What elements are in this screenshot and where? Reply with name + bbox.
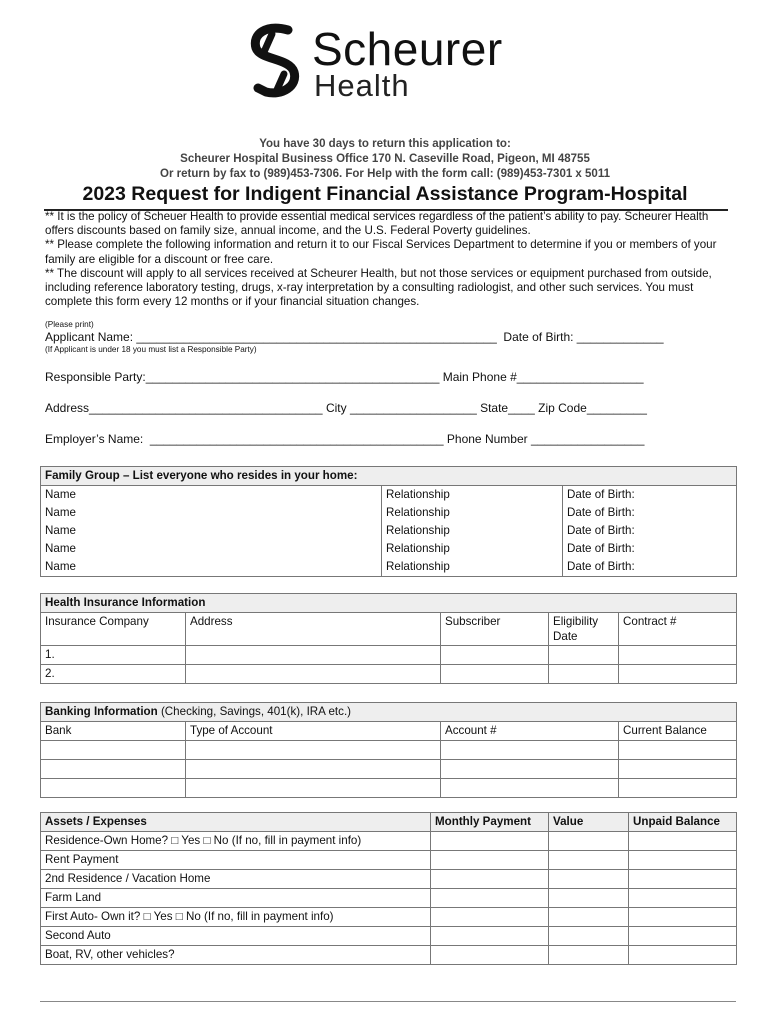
cell[interactable] bbox=[431, 946, 549, 965]
table-row bbox=[41, 646, 737, 665]
cell[interactable] bbox=[629, 946, 737, 965]
asset-label: Farm Land bbox=[41, 889, 431, 908]
family-dob-cell[interactable]: Date of Birth: bbox=[563, 486, 737, 505]
cell[interactable] bbox=[629, 851, 737, 870]
table-row bbox=[41, 779, 737, 798]
family-name-cell[interactable]: Name bbox=[41, 558, 382, 577]
family-dob-cell[interactable]: Date of Birth: bbox=[563, 540, 737, 558]
cell[interactable] bbox=[186, 741, 441, 760]
table-row bbox=[41, 851, 737, 870]
footer-rule bbox=[40, 1001, 736, 1002]
family-dob-cell[interactable]: Date of Birth: bbox=[563, 504, 737, 522]
table-row bbox=[41, 558, 737, 577]
family-header: Family Group – List everyone who resides in your home: bbox=[41, 467, 737, 486]
cell[interactable] bbox=[186, 646, 441, 665]
cell[interactable] bbox=[619, 779, 737, 798]
cell[interactable] bbox=[549, 851, 629, 870]
asset-label: Second Auto bbox=[41, 927, 431, 946]
cell[interactable] bbox=[186, 760, 441, 779]
banking-header-note: (Checking, Savings, 401(k), IRA etc.) bbox=[157, 705, 352, 718]
cell[interactable] bbox=[549, 927, 629, 946]
asset-label: Rent Payment bbox=[41, 851, 431, 870]
col-account-type: Type of Account bbox=[186, 722, 441, 741]
family-relationship-cell[interactable]: Relationship bbox=[382, 522, 563, 540]
insurance-row-number[interactable]: 2. bbox=[41, 665, 186, 684]
table-row bbox=[41, 889, 737, 908]
cell[interactable] bbox=[619, 741, 737, 760]
table-row bbox=[41, 540, 737, 558]
cell[interactable] bbox=[431, 832, 549, 851]
cell[interactable] bbox=[549, 665, 619, 684]
table-row bbox=[41, 760, 737, 779]
family-name-cell[interactable]: Name bbox=[41, 486, 382, 505]
table-row bbox=[41, 870, 737, 889]
cell[interactable] bbox=[441, 665, 549, 684]
family-name-cell[interactable]: Name bbox=[41, 540, 382, 558]
logo-wordmark: Scheurer bbox=[312, 23, 503, 75]
cell[interactable] bbox=[441, 646, 549, 665]
applicant-name-field[interactable]: Applicant Name: ______________________________________________________ Date of Birth: _____________ bbox=[45, 330, 664, 344]
family-relationship-cell[interactable]: Relationship bbox=[382, 504, 563, 522]
family-relationship-cell[interactable]: Relationship bbox=[382, 540, 563, 558]
address-field[interactable]: Address___________________________________ City ___________________ State____ Zip Code_________ bbox=[45, 401, 647, 415]
cell[interactable] bbox=[41, 741, 186, 760]
asset-label: Boat, RV, other vehicles? bbox=[41, 946, 431, 965]
table-row bbox=[41, 946, 737, 965]
cell[interactable] bbox=[549, 908, 629, 927]
col-account-number: Account # bbox=[441, 722, 619, 741]
cell[interactable] bbox=[186, 665, 441, 684]
cell[interactable] bbox=[431, 889, 549, 908]
table-row bbox=[41, 504, 737, 522]
cell[interactable] bbox=[441, 760, 619, 779]
col-monthly-payment: Monthly Payment bbox=[431, 813, 549, 832]
cell[interactable] bbox=[441, 741, 619, 760]
policy-paragraph: ** It is the policy of Scheuer Health to provide essential medical services regardless of the patient’s ability to pay. Scheurer Health offers discounts based on family size, annual income, and the U.S. Federal Poverty guidelines. bbox=[45, 210, 709, 238]
page-title: 2023 Request for Indigent Financial Assistance Program-Hospital bbox=[82, 183, 688, 205]
insurance-table bbox=[40, 593, 737, 684]
col-value: Value bbox=[549, 813, 629, 832]
asset-label: 2nd Residence / Vacation Home bbox=[41, 870, 431, 889]
family-group-table bbox=[40, 466, 737, 577]
cell[interactable] bbox=[186, 779, 441, 798]
family-relationship-cell[interactable]: Relationship bbox=[382, 486, 563, 505]
cell[interactable] bbox=[549, 889, 629, 908]
assets-table bbox=[40, 812, 737, 965]
cell[interactable] bbox=[431, 927, 549, 946]
cell[interactable] bbox=[41, 779, 186, 798]
cell[interactable] bbox=[629, 870, 737, 889]
policy-text bbox=[45, 210, 735, 309]
banking-table bbox=[40, 702, 737, 798]
family-relationship-cell[interactable]: Relationship bbox=[382, 558, 563, 577]
col-eligibility bbox=[549, 613, 619, 646]
table-row bbox=[41, 741, 737, 760]
insurance-header: Health Insurance Information bbox=[41, 594, 737, 613]
cell[interactable] bbox=[431, 851, 549, 870]
cell[interactable] bbox=[619, 665, 737, 684]
col-unpaid-balance: Unpaid Balance bbox=[629, 813, 737, 832]
cell[interactable] bbox=[41, 760, 186, 779]
cell[interactable] bbox=[549, 946, 629, 965]
policy-paragraph: ** The discount will apply to all services received at Scheurer Health, but not those services or equipment purchased from outside, including reference laboratory testing, drugs, x-ray interpretation by a consulting radiologist, and other such services. You must complete this form every 12 months or if your financial situation changes. bbox=[45, 266, 712, 309]
return-line-1: You have 30 days to return this application to: bbox=[259, 138, 511, 150]
eligibility-label: Eligibility bbox=[553, 615, 599, 628]
family-dob-cell[interactable]: Date of Birth: bbox=[563, 522, 737, 540]
table-row bbox=[41, 832, 737, 851]
family-name-cell[interactable]: Name bbox=[41, 504, 382, 522]
return-line-3: Or return by fax to (989)453-7306. For Help with the form call: (989)453-7301 x 5011 bbox=[160, 168, 610, 180]
asset-label[interactable]: First Auto- Own it? □ Yes □ No (If no, fill in payment info) bbox=[41, 908, 431, 927]
policy-paragraph: ** Please complete the following information and return it to our Fiscal Services Department to determine if you or members of your family are eligible for a discount or free care. bbox=[45, 238, 717, 266]
col-current-balance: Current Balance bbox=[619, 722, 737, 741]
table-row bbox=[41, 522, 737, 540]
cell[interactable] bbox=[431, 908, 549, 927]
family-name-cell[interactable]: Name bbox=[41, 522, 382, 540]
cell[interactable] bbox=[619, 646, 737, 665]
table-row bbox=[41, 908, 737, 927]
asset-label[interactable]: Residence-Own Home? □ Yes □ No (If no, fill in payment info) bbox=[41, 832, 431, 851]
cell[interactable] bbox=[549, 832, 629, 851]
col-insurance-company: Insurance Company bbox=[41, 613, 186, 646]
employer-field[interactable]: Employer’s Name: ____________________________________________ Phone Number _________________ bbox=[45, 432, 645, 446]
cell[interactable] bbox=[549, 870, 629, 889]
cell[interactable] bbox=[629, 908, 737, 927]
banking-header bbox=[41, 703, 737, 722]
logo-subword: Health bbox=[314, 68, 410, 103]
family-dob-cell[interactable]: Date of Birth: bbox=[563, 558, 737, 577]
cell[interactable] bbox=[549, 646, 619, 665]
return-line-2: Scheurer Hospital Business Office 170 N. Caseville Road, Pigeon, MI 48755 bbox=[180, 153, 590, 165]
eligibility-date-label: Date bbox=[553, 630, 578, 643]
cell[interactable] bbox=[629, 927, 737, 946]
please-print-note: (Please print) bbox=[45, 320, 94, 329]
col-subscriber: Subscriber bbox=[441, 613, 549, 646]
cell[interactable] bbox=[431, 870, 549, 889]
table-row bbox=[41, 927, 737, 946]
cell[interactable] bbox=[629, 889, 737, 908]
table-row bbox=[41, 665, 737, 684]
col-insurance-address: Address bbox=[186, 613, 441, 646]
col-bank: Bank bbox=[41, 722, 186, 741]
col-assets: Assets / Expenses bbox=[41, 813, 431, 832]
responsible-party-field[interactable]: Responsible Party:____________________________________________ Main Phone #___________________ bbox=[45, 370, 644, 384]
cell[interactable] bbox=[441, 779, 619, 798]
banking-header-bold: Banking Information bbox=[45, 705, 158, 718]
table-row bbox=[41, 486, 737, 505]
insurance-row-number[interactable]: 1. bbox=[41, 646, 186, 665]
col-contract: Contract # bbox=[619, 613, 737, 646]
applicant-note: (If Applicant is under 18 you must list a Responsible Party) bbox=[45, 345, 257, 354]
cell[interactable] bbox=[629, 832, 737, 851]
cell[interactable] bbox=[619, 760, 737, 779]
